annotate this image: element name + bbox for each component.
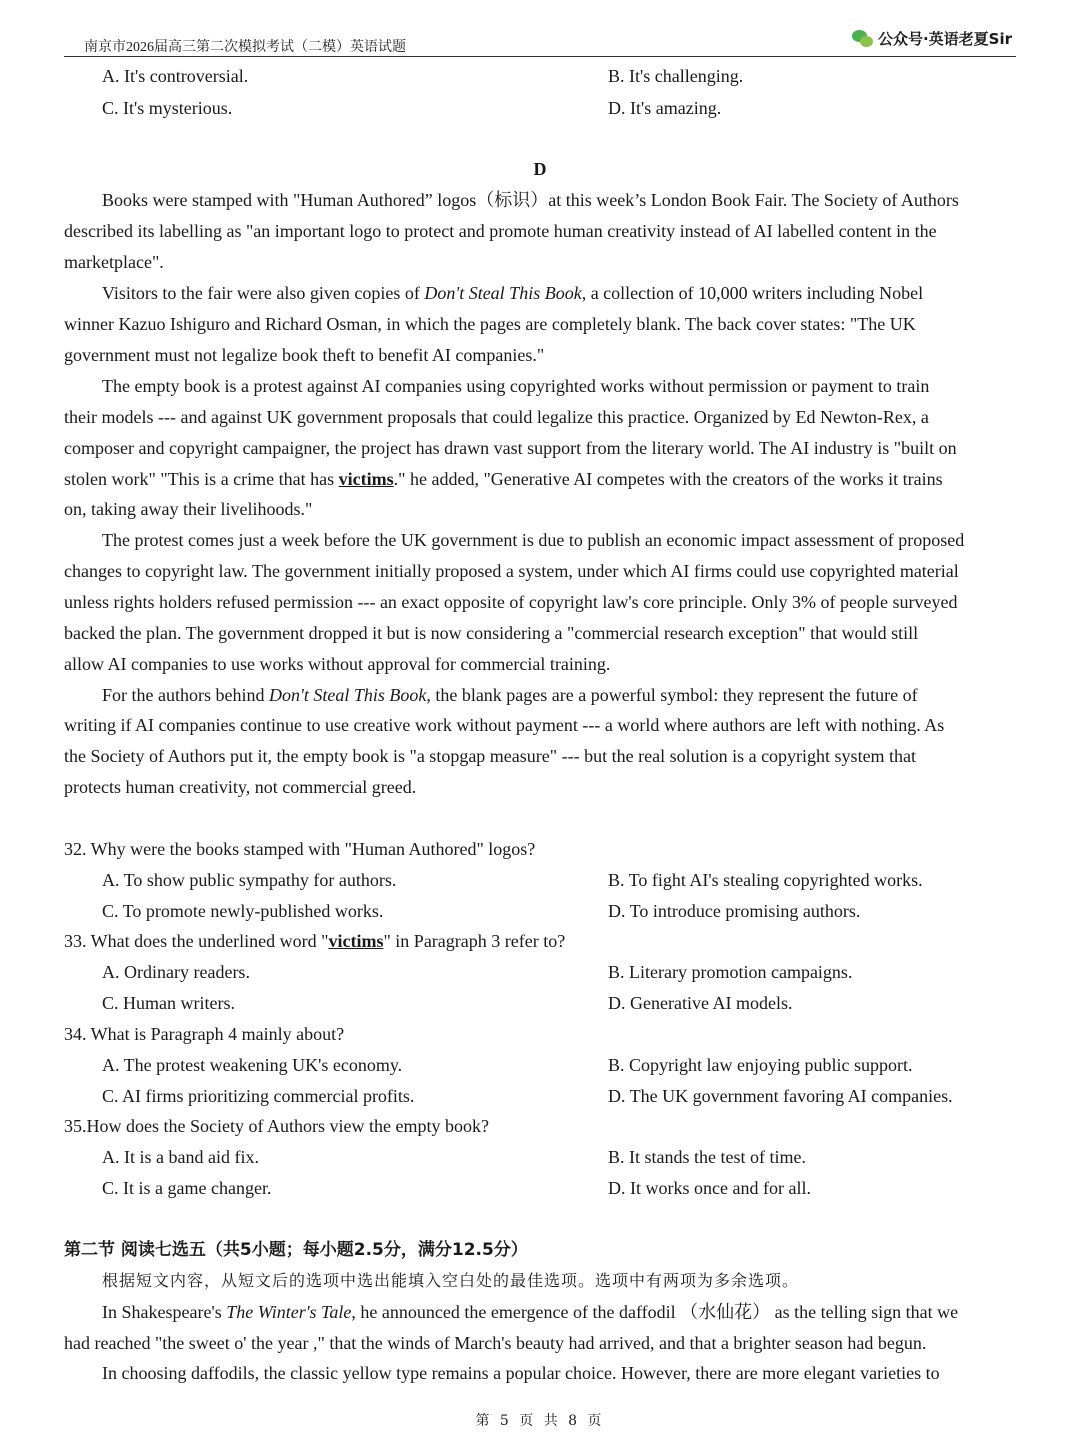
passage-line: Books were stamped with "Human Authored” logos（标识）at this week’s London Book Fair. The Society of Authors: [102, 190, 959, 210]
option-d: D. Generative AI models.: [608, 993, 793, 1013]
passage-line: The empty book is a protest against AI companies using copyrighted works without permission or payment to train: [102, 376, 930, 396]
passage-line: their models --- and against UK government proposals that could legalize this practice. Organized by Ed Newton-Rex, a: [64, 407, 929, 427]
wechat-account-label: 公众号·英语老夏Sir: [877, 30, 1012, 48]
wechat-icon: [852, 30, 874, 48]
section-instruction: 根据短文内容，从短文后的选项中选出能填入空白处的最佳选项。选项中有两项为多余选项。: [102, 1271, 800, 1290]
book-title: Don't Steal This Book: [424, 283, 582, 303]
passage-line: writing if AI companies continue to use creative work without payment --- a world where authors are left with nothing. As: [64, 715, 945, 735]
page-header: [64, 28, 1016, 57]
prev-option-d: D. It's amazing.: [608, 98, 722, 118]
option-c: C. Human writers.: [102, 993, 235, 1013]
question-stem: 32. Why were the books stamped with "Human Authored" logos?: [64, 839, 536, 859]
prev-option-c: C. It's mysterious.: [102, 98, 233, 118]
passage-line: In Shakespeare's The Winter's Tale, he announced the emergence of the daffodil （水仙花） as the telling sign that we: [102, 1302, 959, 1322]
passage-line: stolen work" "This is a crime that has victims." he added, "Generative AI competes with the creators of the works it trains: [64, 469, 943, 489]
option-a: A. The protest weakening UK's economy.: [102, 1055, 403, 1075]
passage-line: described its labelling as "an important logo to protect and promote human creativity instead of AI labelled content in the: [64, 221, 937, 241]
question-stem: 34. What is Paragraph 4 mainly about?: [64, 1024, 345, 1044]
option-d: D. To introduce promising authors.: [608, 901, 861, 921]
option-b: B. Copyright law enjoying public support.: [608, 1055, 913, 1075]
option-b: B. It stands the test of time.: [608, 1147, 806, 1167]
wechat-account: [852, 28, 1012, 49]
exam-title: 南京市2026届高三第二次模拟考试（二模）英语试题: [84, 40, 406, 55]
book-title: Don't Steal This Book: [268, 685, 427, 705]
passage-line: backed the plan. The government dropped it but is now considering a "commercial research exception" that would still: [64, 623, 919, 643]
passage-line: had reached "the sweet o' the year ," that the winds of March's beauty had arrived, and that a brighter season had begun.: [64, 1333, 927, 1353]
option-c: C. To promote newly-published works.: [102, 901, 384, 921]
prev-option-a: A. It's controversial.: [102, 66, 249, 86]
passage-line: protects human creativity, not commercial greed.: [64, 777, 417, 797]
option-c: C. AI firms prioritizing commercial profits.: [102, 1086, 415, 1106]
section-title: 第二节 阅读七选五（共5小题；每小题2.5分，满分12.5分）: [64, 1240, 528, 1260]
passage-line: allow AI companies to use works without approval for commercial training.: [64, 654, 611, 674]
option-b: B. Literary promotion campaigns.: [608, 962, 853, 982]
underlined-word: victims: [328, 931, 384, 951]
passage-line: marketplace".: [64, 252, 164, 272]
option-b: B. To fight AI's stealing copyrighted works.: [608, 870, 923, 890]
passage-line: the Society of Authors put it, the empty book is "a stopgap measure" --- but the real solution is a copyright system that: [64, 746, 917, 766]
question-stem: 33. What does the underlined word "victims" in Paragraph 3 refer to?: [64, 931, 566, 951]
passage-line: changes to copyright law. The government initially proposed a system, under which AI firms could use copyrighted material: [64, 561, 959, 581]
option-a: A. To show public sympathy for authors.: [102, 870, 397, 890]
option-d: D. It works once and for all.: [608, 1178, 811, 1198]
passage-line: The protest comes just a week before the UK government is due to publish an economic impact assessment of proposed: [102, 530, 965, 550]
passage-letter: D: [533, 159, 547, 179]
option-a: A. Ordinary readers.: [102, 962, 250, 982]
prev-option-b: B. It's challenging.: [608, 66, 744, 86]
passage-line: In choosing daffodils, the classic yellow type remains a popular choice. However, there are more elegant varieties to: [102, 1363, 940, 1383]
passage-line: winner Kazuo Ishiguro and Richard Osman, in which the pages are completely blank. The back cover states: "The UK: [64, 314, 916, 334]
passage-line: on, taking away their livelihoods.": [64, 499, 313, 519]
option-c: C. It is a game changer.: [102, 1178, 272, 1198]
passage-line: unless rights holders refused permission --- an exact opposite of copyright law's core principle. Only 3% of people surveyed: [64, 592, 958, 612]
passage-line: government must not legalize book theft to benefit AI companies.": [64, 345, 545, 365]
option-a: A. It is a band aid fix.: [102, 1147, 259, 1167]
underlined-word: victims: [338, 469, 394, 489]
passage-line: composer and copyright campaigner, the project has drawn vast support from the literary world. The AI industry is "built on: [64, 438, 957, 458]
passage-line: For the authors behind Don't Steal This Book, the blank pages are a powerful symbol: they represent the future of: [102, 685, 918, 705]
option-d: D. The UK government favoring AI companies.: [608, 1086, 953, 1106]
page-number: 第 5 页 共 8 页: [475, 1413, 605, 1429]
play-title: The Winter's Tale: [226, 1302, 352, 1322]
passage-line: Visitors to the fair were also given copies of Don't Steal This Book, a collection of 10,000 writers including Nobel: [102, 283, 924, 303]
question-stem: 35.How does the Society of Authors view the empty book?: [64, 1116, 489, 1136]
